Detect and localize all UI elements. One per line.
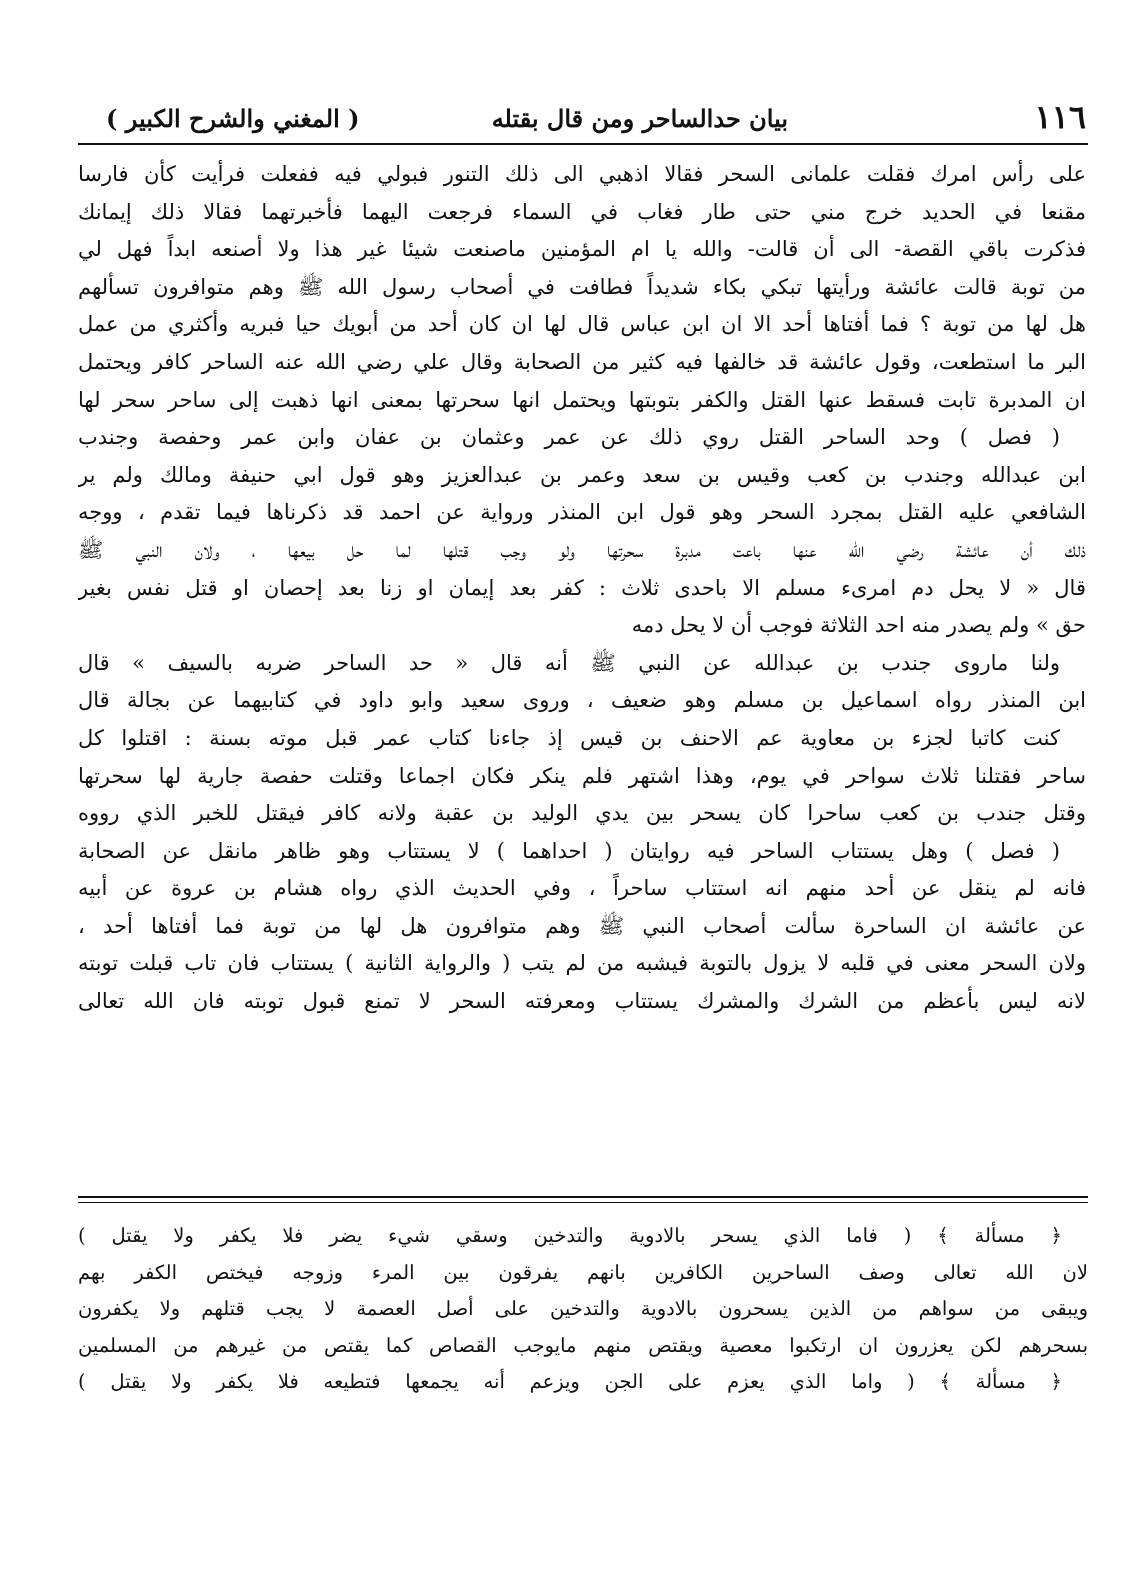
page-number: ١١٦ <box>1034 98 1086 136</box>
commentary-line: ويبقى من سواهم من الذين يسحرون بالادوية والتدخين على أصل العصمة لا يجب قتلهم ولا يكفرون <box>78 1297 1088 1320</box>
masala-line: ﴿ مسألة ﴾ ( واما الذي يعزم على الجن ويزعم أنه يجمعها فتطيعه فلا يكفر ولا يقتل ) <box>78 1370 1062 1393</box>
text-line: ساحر فقتلنا ثلاث سواحر في يوم، وهذا اشتهر فلم ينكر فكان اجماعا وقتلت حفصة جارية لها سحرتها <box>78 763 1086 788</box>
text-line: فذكرت باقي القصة- الى أن قالت- والله يا ام المؤمنين ماصنعت شيئا غير هذا ولا أصنعه ابداً فهل لي <box>78 237 1086 262</box>
commentary-line: بسحرهم لكن يعزرون ان ارتكبوا معصية ويقتص منهم مايوجب القصاص كما يقتص من غيرهم من المسلمين <box>78 1333 1088 1357</box>
text-line: ابن المنذر رواه اسماعيل بن مسلم وهو ضعيف ، وروى سعيد وابو داود في كتابيهما عن بجالة قال <box>78 688 1086 713</box>
section-heading-line: ( فصل ) وهل يستتاب الساحر فيه روايتان ( احداهما ) لا يستتاب وهو ظاهر مانقل عن الصحابة <box>78 838 1060 863</box>
commentary-text <box>78 1218 1088 1401</box>
section-heading-line: ( فصل ) وحد الساحر القتل روي ذلك عن عمر وعثمان بن عفان وابن عمر وحفصة وجندب <box>78 425 1060 450</box>
text-line: ولنا ماروى جندب بن عبدالله عن النبي ﷺ أنه قال « حد الساحر ضربه بالسيف » قال <box>78 650 1060 675</box>
text-line: عن عائشة ان الساحرة سألت أصحاب النبي ﷺ وهم متوافرون هل لها من توبة فما أفتاها أحد ، <box>78 913 1086 938</box>
text-line: ولان السحر معنى في قلبه لا يزول بالتوبة فيشبه من لم يتب ( والرواية الثانية ) يستتاب فان تاب قبلت توبته <box>78 951 1086 976</box>
page-header <box>78 98 1088 140</box>
text-line: ابن عبدالله وجندب بن كعب وقيس بن سعد وعمر بن عبدالعزيز وهو قول ابي حنيفة ومالك ولم ير <box>78 462 1086 487</box>
text-line: من توبة قالت عائشة ورأيتها تبكي بكاء شديداً فطافت في أصحاب رسول الله ﷺ وهم متوافرون تسألهم <box>78 274 1086 299</box>
text-line: فانه لم ينقل عن أحد منهم انه استتاب ساحراً ، وفي الحديث الذي رواه هشام بن عروة عن أبيه <box>78 876 1086 901</box>
text-line: قال « لا يحل دم امرىء مسلم الا باحدى ثلاث : كفر بعد إيمان او زنا بعد إحصان او قتل نفس بغير <box>78 575 1086 600</box>
text-line: ان المدبرة تابت فسقط عنها القتل والكفر بتوبتها ويحتمل انها سحرتها بمعنى انها ذهبت إلى ساحر سحر لها <box>78 387 1086 412</box>
text-line: حق » ولم يصدر منه احد الثلاثة فوجب أن لا يحل دمه <box>631 613 1086 638</box>
text-line: كنت كاتبا لجزء بن معاوية عم الاحنف بن قيس إذ جاءنا كتاب عمر قبل موته بسنة : اقتلوا كل <box>78 725 1060 750</box>
text-line: البر ما استطعت، وقول عائشة قد خالفها فيه كثير من الصحابة وقال علي رضي الله عنه الساحر كافر ويحتمل <box>78 349 1086 374</box>
text-line: لانه ليس بأعظم من الشرك والمشرك يستتاب ومعرفته السحر لا تمنع قبول توبته فان الله تعالى <box>78 989 1086 1014</box>
text-line: وقتل جندب بن كعب ساحرا كان يسحر بين يدي الوليد بن عقبة ولانه كافر فيقتل للخبر الذي رووه <box>78 801 1086 826</box>
text-line: ذلك أن عائشة رضي الله عنها باعت مدبرة سحرتها ولو وجب قتلها لما حل بيعها ، ولان النبي ﷺ <box>78 537 1086 562</box>
footer-rule-thin <box>78 1202 1088 1203</box>
book-title: ( المغني والشرح الكبير ) <box>106 104 360 133</box>
running-title: بيان حدالساحر ومن قال بقتله <box>491 104 788 133</box>
commentary-line: لان الله تعالى وصف الساحرين الكافرين بانهم يفرقون بين المرء وزوجه فيختص الكفر بهم <box>78 1260 1088 1284</box>
text-line: على رأس امرك فقلت علمانى السحر فقالا اذهبي الى ذلك التنور فبولي فيه ففعلت فرأيت كأن فارسا <box>78 162 1086 186</box>
masala-line: ﴿ مسألة ﴾ ( فاما الذي يسحر بالادوية والتدخين وسقي شيء يضر فلا يكفر ولا يقتل ) <box>78 1224 1062 1247</box>
main-text <box>78 156 1086 1021</box>
text-line: هل لها من توبة ؟ فما أفتاها أحد الا ان ابن عباس قال لها ان كان أحد من أبويك حيا فبريه وأكثري من عمل <box>78 312 1086 337</box>
footer-rule <box>78 1196 1088 1198</box>
header-rule <box>78 143 1088 145</box>
text-line: الشافعي عليه القتل بمجرد السحر وهو قول ابن المنذر ورواية عن احمد قد ذكرناها فيما تقدم ، ووجه <box>78 500 1086 525</box>
text-line: مقنعا في الحديد خرج مني حتى طار فغاب في السماء فرجعت اليهما فأخبرتهما فقالا ذلك إيمانك <box>78 199 1086 224</box>
